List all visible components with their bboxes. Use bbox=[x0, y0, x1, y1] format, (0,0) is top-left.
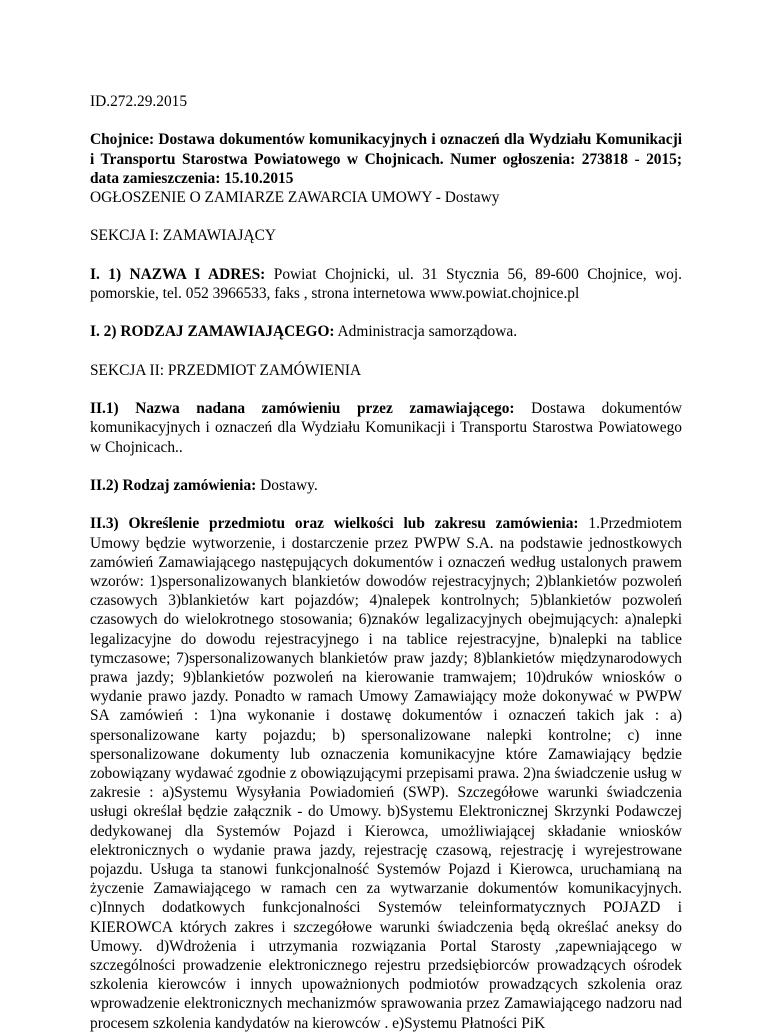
section-2-1-paragraph bbox=[90, 399, 682, 457]
section-2-3-label: II.3) Określenie przedmiotu oraz wielkości lub zakresu zamówienia: bbox=[90, 515, 579, 533]
section-1-2-label: I. 2) RODZAJ ZAMAWIAJĄCEGO: bbox=[90, 323, 335, 341]
section-1-2-paragraph bbox=[90, 322, 682, 341]
document-id: ID.272.29.2015 bbox=[90, 93, 188, 110]
section-1-1-text: Powiat Chojnicki, ul. 31 Stycznia 56, 89-600 Chojnice, woj. pomorskie, tel. 052 3966533, faks , strona internetowa www.powiat.chojnice.pl bbox=[90, 265, 682, 302]
section-2-1-text: Dostawa dokumentów komunikacyjnych i oznaczeń dla Wydziału Komunikacji i Transportu Starostwa Powiatowego w Chojnicach.. bbox=[90, 400, 682, 456]
notice-title: Chojnice: Dostawa dokumentów komunikacyjnych i oznaczeń dla Wydziału Komunikacji i Transportu Starostwa Powiatowego w Chojnicach. Numer ogłoszenia: 273818 - 2015; data zamieszczenia: 15.10.2015 bbox=[90, 131, 682, 187]
section-2-2-label: II.2) Rodzaj zamówienia: bbox=[90, 476, 257, 494]
section-1-1-paragraph bbox=[90, 265, 682, 303]
section-2-1-label: II.1) Nazwa nadana zamówieniu przez zamawiającego: bbox=[90, 400, 515, 418]
section-2-2-paragraph bbox=[90, 476, 682, 495]
section-2-heading: SEKCJA II: PRZEDMIOT ZAMÓWIENIA bbox=[90, 361, 362, 379]
section-2-2-text: Dostawy. bbox=[256, 476, 318, 494]
notice-type: OGŁOSZENIE O ZAMIARZE ZAWARCIA UMOWY - Dostawy bbox=[90, 189, 500, 206]
section-1-2-text: Administracja samorządowa. bbox=[334, 323, 518, 341]
section-2-3-paragraph bbox=[90, 514, 682, 1032]
document-page bbox=[90, 0, 682, 1033]
section-1-1-label: I. 1) NAZWA I ADRES: bbox=[90, 265, 266, 283]
section-1-heading: SEKCJA I: ZAMAWIAJĄCY bbox=[90, 227, 277, 245]
section-2-3-text: 1.Przedmiotem Umowy będzie wytworzenie, i dostarczenie przez PWPW S.A. na podstawie jednostkowych zamówień Zamawiającego następujących dokumentów i oznaczeń według ustalonych prawem wzorów: 1)spersonalizowanych blankietów dowodów rejestracyjnych; 2)blankietów pozwoleń czasowych 3)blankietów kart pojazdów; 4)nalepek kontrolnych; 5)blankietów pozwoleń czasowych do wielokrotnego stosowania; 6)znaków legalizacyjnych obejmujących: a)nalepki legalizacyjne do dowodu rejestracyjnego i na tablice rejestracyjne, b)nalepki na tablice tymczasowe; 7)spersonalizowanych blankietów praw jazdy; 8)blankietów międzynarodowych prawa jazdy; 9)blankietów pozwoleń na kierowanie tramwajem; 10)druków wniosków o wydanie prawo jazdy. Ponadto w ramach Umowy Zamawiający może dokonywać w PWPW SA zamówień : 1)na wykonanie i dostawę dokumentów i oznaczeń takich jak : a) spersonalizowane karty pojazdu; b) spersonalizowane nalepki kontrolne; c) inne spersonalizowane dokumenty lub oznaczenia komunikacyjne które Zamawiający będzie zobowiązany wydawać zgodnie z obowiązującymi przepisami prawa. 2)na świadczenie usług w zakresie : a)Systemu Wysyłania Powiadomień (SWP). Szczegółowe warunki świadczenia usługi określał będzie załącznik - do Umowy. b)Systemu Elektronicznej Skrzynki Podawczej dedykowanej dla Systemów Pojazd i Kierowca, umożliwiającej składanie wniosków elektronicznych o wydanie prawa jazdy, rejestrację czasową, rejestrację i wyrejestrowane pojazdu. Usługa ta stanowi funkcjonalność Systemów Pojazd i Kierowca, uruchamianą na życzenie Zamawiającego w ramach cen za wytwarzanie dokumentów komunikacyjnych. c)Innych dodatkowych funkcjonalności Systemów teleinformatycznych POJAZD i KIEROWCA których zakres i szczegółowe warunki świadczenia będą określać aneksy do Umowy. d)Wdrożenia i utrzymania rozwiązania Portal Starosty ,zapewniającego w szczególności prowadzenie elektronicznego rejestru przedsiębiorców prowadzących ośrodek szkolenia kierowców i innych upoważnionych podmiotów prowadzących szkolenia oraz wprowadzenie elektronicznych mechanizmów sprawowania przez Zamawiającego nadzoru nad procesem szkolenia kandydatów na kierowców . e)Systemu Płatności PiK bbox=[90, 515, 682, 1032]
